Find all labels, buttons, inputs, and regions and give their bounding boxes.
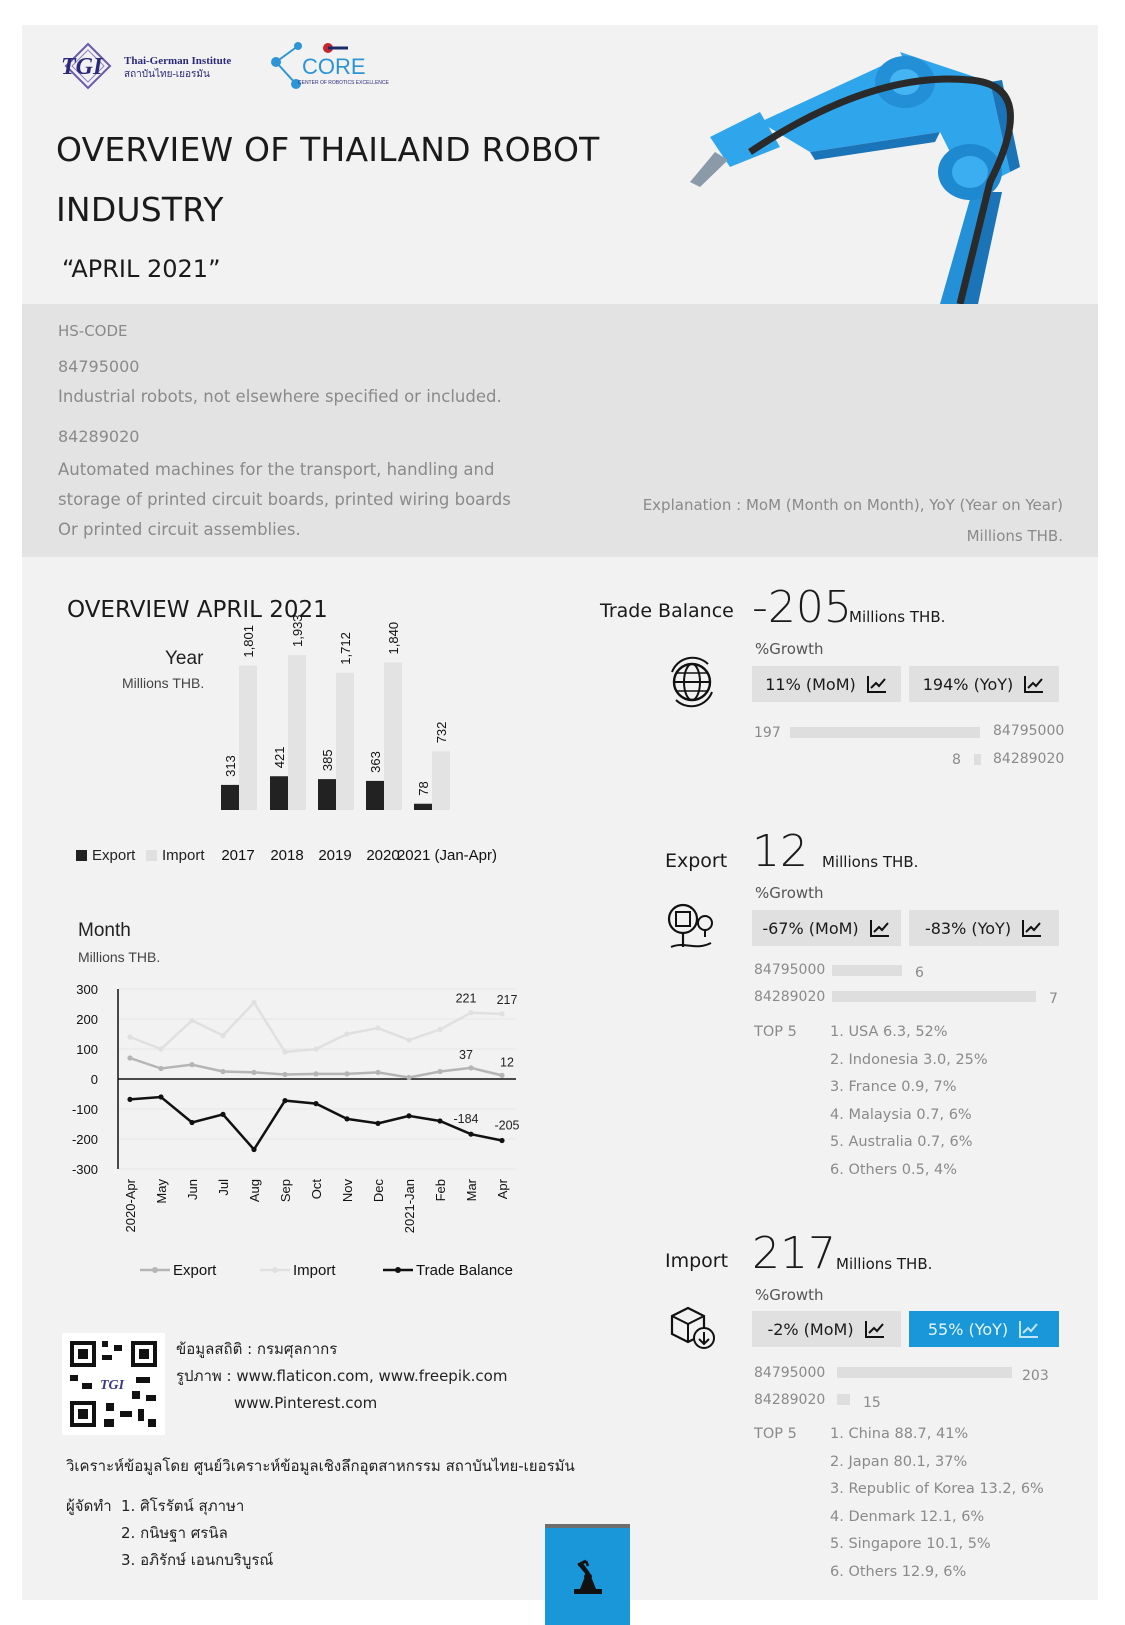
trade-balance-value: -205 xyxy=(752,582,852,633)
point-trade-balance xyxy=(158,1094,163,1099)
point-import xyxy=(468,1010,473,1015)
data-label: 12 xyxy=(500,1055,514,1070)
point-trade-balance xyxy=(251,1147,256,1152)
point-export xyxy=(189,1062,194,1067)
report-date: “APRIL 2021” xyxy=(62,255,221,283)
point-import xyxy=(189,1018,194,1023)
tb-bar1-value: 197 xyxy=(754,725,781,741)
bar-category-2019: 2019 xyxy=(318,847,352,864)
credits-block xyxy=(176,1336,507,1417)
point-import xyxy=(344,1031,349,1036)
legend-marker xyxy=(152,1267,158,1273)
line-chart-title: Month xyxy=(78,920,131,941)
point-trade-balance xyxy=(437,1118,442,1123)
bar-export-2019 xyxy=(318,779,336,810)
import-yoy-pill xyxy=(909,1311,1059,1347)
legend-marker xyxy=(272,1267,278,1273)
credit-analysis: วิเคราะห์ข้อมูลโดย ศูนย์วิเคราะห์ข้อมูลเชิงลึกอุตสาหกรรม สถาบันไทย-เยอรมัน xyxy=(66,1457,575,1475)
export-label: Export xyxy=(665,850,728,872)
trade-balance-growth-label: %Growth xyxy=(755,640,824,658)
export-top5-list xyxy=(830,1019,988,1184)
export-yoy: -83% (YoY) xyxy=(924,918,1012,938)
bar-category-2020: 2020 xyxy=(366,847,400,864)
point-import xyxy=(313,1046,318,1051)
point-export xyxy=(127,1055,132,1060)
legend-label: Export xyxy=(173,1262,217,1279)
list-item: 2. Indonesia 3.0, 25% xyxy=(830,1051,988,1068)
hs-code-2: 84289020 xyxy=(58,427,140,446)
hs-code-label: HS-CODE xyxy=(58,322,128,340)
bar-category-2017: 2017 xyxy=(221,847,255,864)
bar-import-2018 xyxy=(288,655,306,810)
data-label: -184 xyxy=(453,1112,479,1127)
bar-import-2021 (Jan-Apr) xyxy=(432,751,450,810)
credit-images-1: รูปภาพ : www.flaticon.com, www.freepik.com xyxy=(176,1367,508,1385)
tb-bar1-code: 84795000 xyxy=(993,723,1065,739)
point-export xyxy=(344,1071,349,1076)
core-logo-text: CORE xyxy=(302,54,366,79)
bar-chart-title: Year xyxy=(165,648,204,669)
x-tick-label: 2021-Jan xyxy=(402,1179,417,1234)
export-yoy-pill xyxy=(909,910,1059,946)
bar-label-export-2021 (Jan-Apr): 78 xyxy=(416,781,431,796)
point-trade-balance xyxy=(499,1138,504,1143)
point-export xyxy=(220,1069,225,1074)
tgi-name-th: สถาบันไทย-เยอรมัน xyxy=(124,69,210,80)
export-bar2-code: 84289020 xyxy=(754,989,826,1005)
bar-label-import-2020: 1,840 xyxy=(386,621,401,655)
export-bar2-value: 7 xyxy=(1049,991,1058,1007)
qr-code[interactable] xyxy=(62,1333,165,1435)
list-item: 6. Others 0.5, 4% xyxy=(830,1161,958,1178)
y-tick-label: 0 xyxy=(90,1072,98,1087)
data-label: 37 xyxy=(459,1047,473,1062)
import-unit: Millions THB. xyxy=(836,1255,933,1273)
point-export xyxy=(437,1069,442,1074)
explanation-text: Explanation : MoM (Month on Month), YoY (Year on Year) xyxy=(642,496,1063,514)
point-export xyxy=(375,1070,380,1075)
point-export xyxy=(499,1073,504,1078)
import-bar1 xyxy=(837,1367,1012,1378)
tb-bar1 xyxy=(790,727,980,738)
trade-balance-label: Trade Balance xyxy=(600,600,734,622)
legend-export-swatch xyxy=(76,850,87,861)
bar-label-import-2018: 1,933 xyxy=(290,614,305,647)
bar-label-export-2018: 421 xyxy=(272,746,287,769)
trade-balance-mom-pill xyxy=(752,666,901,702)
box-download-icon xyxy=(668,1302,718,1356)
credit-source: ข้อมูลสถิติ : กรมศุลกากร xyxy=(176,1340,338,1358)
export-mom-pill xyxy=(752,910,901,946)
point-import xyxy=(406,1037,411,1042)
list-item: 3. อภิรักษ์ เอนกบริบูรณ์ xyxy=(121,1551,274,1569)
list-item: 5. Singapore 10.1, 5% xyxy=(830,1536,991,1552)
x-tick-label: Feb xyxy=(433,1179,448,1202)
import-label: Import xyxy=(665,1250,729,1272)
bar-label-export-2017: 313 xyxy=(223,755,238,777)
bar-label-import-2019: 1,712 xyxy=(338,632,353,665)
point-trade-balance xyxy=(313,1101,318,1106)
trend-chart-icon xyxy=(869,918,891,938)
legend-import-label: Import xyxy=(162,847,205,864)
import-mom: -2% (MoM) xyxy=(767,1319,854,1339)
point-trade-balance xyxy=(220,1112,225,1117)
robot-arm-icon xyxy=(568,1557,608,1597)
bar-export-2017 xyxy=(221,785,239,810)
monthly-line-chart xyxy=(60,912,560,1286)
tgi-name: Thai-German Institute xyxy=(124,55,232,67)
import-bar1-code: 84795000 xyxy=(754,1365,826,1381)
bar-import-2019 xyxy=(336,673,354,810)
trade-balance-yoy-pill xyxy=(909,666,1059,702)
x-tick-label: Nov xyxy=(340,1179,355,1203)
trend-chart-icon xyxy=(866,674,888,694)
import-top5-list xyxy=(830,1421,1044,1586)
export-mom: -67% (MoM) xyxy=(762,918,859,938)
y-tick-label: -100 xyxy=(71,1102,98,1117)
explanation-note xyxy=(643,490,1063,552)
point-export xyxy=(251,1070,256,1075)
y-tick-label: 200 xyxy=(76,1012,98,1027)
x-tick-label: Mar xyxy=(464,1179,479,1202)
legend-label: Trade Balance xyxy=(416,1262,514,1279)
trend-chart-icon xyxy=(1018,1319,1040,1339)
core-logo xyxy=(268,40,398,96)
list-item: 5. Australia 0.7, 6% xyxy=(830,1134,973,1150)
import-top5-label: TOP 5 xyxy=(754,1426,797,1442)
x-tick-label: 2020-Apr xyxy=(123,1179,138,1233)
import-bar1-value: 203 xyxy=(1022,1368,1049,1384)
x-tick-label: Dec xyxy=(371,1179,386,1203)
data-label: 217 xyxy=(496,992,518,1007)
legend-label: Import xyxy=(293,1262,336,1279)
tgi-logo-text: TGI xyxy=(61,54,103,80)
map-pin-package-icon xyxy=(665,903,717,957)
x-tick-label: Jul xyxy=(216,1179,231,1196)
list-item: 3. Republic of Korea 13.2, 6% xyxy=(830,1481,1044,1497)
list-item: 6. Others 12.9, 6% xyxy=(830,1563,967,1580)
yearly-bar-chart xyxy=(60,614,560,884)
point-export xyxy=(313,1071,318,1076)
point-import xyxy=(127,1034,132,1039)
x-tick-label: Apr xyxy=(495,1179,510,1200)
credit-producers-label: ผู้จัดทำ xyxy=(66,1497,112,1515)
credit-images-2: www.Pinterest.com xyxy=(234,1394,378,1412)
export-bar1 xyxy=(832,965,902,976)
y-tick-label: -200 xyxy=(71,1132,98,1147)
point-export xyxy=(282,1072,287,1077)
robot-arm-illustration xyxy=(690,42,1070,310)
point-export xyxy=(158,1066,163,1071)
list-item: 1. ศิโรรัตน์ สุภาษา xyxy=(121,1497,245,1515)
bar-label-import-2021 (Jan-Apr): 732 xyxy=(434,721,449,744)
bar-import-2017 xyxy=(239,666,257,810)
list-item: 2. กนิษฐา ศรนิล xyxy=(121,1524,228,1542)
export-value: 12 xyxy=(752,826,808,877)
point-import xyxy=(282,1049,287,1054)
series-line-import xyxy=(130,1003,502,1053)
point-trade-balance xyxy=(375,1121,380,1126)
bar-import-2020 xyxy=(384,662,402,810)
bar-chart-ylabel: Millions THB. xyxy=(122,675,205,691)
robot-badge xyxy=(545,1528,630,1625)
hs-code-1: 84795000 xyxy=(58,357,140,376)
import-value: 217 xyxy=(752,1228,836,1279)
y-tick-label: 100 xyxy=(76,1042,98,1057)
tgi-logo xyxy=(58,40,258,96)
overview-title: OVERVIEW APRIL 2021 xyxy=(67,597,328,623)
list-item: 1. USA 6.3, 52% xyxy=(830,1024,948,1040)
legend-marker xyxy=(395,1267,401,1273)
bar-category-2018: 2018 xyxy=(270,847,304,864)
point-import xyxy=(499,1011,504,1016)
list-item: 4. Denmark 12.1, 6% xyxy=(830,1508,985,1525)
x-tick-label: May xyxy=(154,1179,169,1204)
trend-chart-icon xyxy=(1023,674,1045,694)
unit-note: Millions THB. xyxy=(966,527,1063,545)
export-bar1-code: 84795000 xyxy=(754,962,826,978)
bar-label-export-2019: 385 xyxy=(320,749,335,772)
trend-chart-icon xyxy=(1021,918,1043,938)
globe-icon xyxy=(668,658,716,710)
import-bar2-value: 15 xyxy=(863,1395,881,1411)
point-import xyxy=(375,1025,380,1030)
point-trade-balance xyxy=(406,1113,411,1118)
trade-balance-unit: Millions THB. xyxy=(849,608,946,626)
import-growth-label: %Growth xyxy=(755,1286,824,1304)
bar-category-2021 (Jan-Apr): 2021 (Jan-Apr) xyxy=(396,847,498,864)
list-item: 1. China 88.7, 41% xyxy=(830,1426,969,1442)
point-trade-balance xyxy=(127,1097,132,1102)
import-bar2-code: 84289020 xyxy=(754,1392,826,1408)
export-unit: Millions THB. xyxy=(822,853,919,871)
bar-label-import-2017: 1,801 xyxy=(241,625,256,658)
list-item: 3. France 0.9, 7% xyxy=(830,1079,957,1095)
hs-desc-1: Industrial robots, not elsewhere specified or included. xyxy=(58,387,502,406)
export-top5-label: TOP 5 xyxy=(754,1024,797,1040)
import-bar2 xyxy=(837,1394,850,1405)
trade-balance-yoy: 194% (YoY) xyxy=(922,674,1014,694)
point-trade-balance xyxy=(189,1120,194,1125)
bar-export-2021 (Jan-Apr) xyxy=(414,804,432,810)
point-trade-balance xyxy=(344,1116,349,1121)
y-tick-label: 300 xyxy=(76,982,98,997)
point-export xyxy=(406,1075,411,1080)
point-trade-balance xyxy=(282,1098,287,1103)
list-item: 4. Malaysia 0.7, 6% xyxy=(830,1106,972,1123)
x-tick-label: Oct xyxy=(309,1179,324,1200)
bar-export-2018 xyxy=(270,776,288,810)
export-growth-label: %Growth xyxy=(755,884,824,902)
y-tick-label: -300 xyxy=(71,1162,98,1177)
bar-export-2020 xyxy=(366,781,384,810)
point-trade-balance xyxy=(468,1132,473,1137)
point-import xyxy=(251,1000,256,1005)
credit-producers-list xyxy=(121,1493,273,1574)
page-title: OVERVIEW OF THAILAND ROBOT INDUSTRY xyxy=(56,130,600,229)
legend-export-label: Export xyxy=(92,847,136,864)
x-tick-label: Sep xyxy=(278,1179,293,1203)
trend-chart-icon xyxy=(864,1319,886,1339)
bar-label-export-2020: 363 xyxy=(368,751,383,773)
point-export xyxy=(468,1065,473,1070)
tb-bar2-value: 8 xyxy=(952,752,961,768)
export-bar2 xyxy=(832,991,1036,1002)
data-label: 221 xyxy=(455,991,477,1006)
line-chart-ylabel: Millions THB. xyxy=(78,949,161,965)
tb-bar2-code: 84289020 xyxy=(993,751,1065,767)
x-tick-label: Jun xyxy=(185,1179,200,1200)
list-item: 2. Japan 80.1, 37% xyxy=(830,1453,968,1470)
export-bar1-value: 6 xyxy=(915,965,924,981)
import-mom-pill xyxy=(752,1311,901,1347)
tb-bar2 xyxy=(974,754,981,765)
import-yoy: 55% (YoY) xyxy=(927,1319,1009,1339)
legend-import-swatch xyxy=(146,850,157,861)
core-logo-sub: CENTER OF ROBOTICS EXCELLENCE xyxy=(298,80,389,86)
point-import xyxy=(158,1046,163,1051)
x-tick-label: Aug xyxy=(247,1179,262,1203)
trade-balance-mom: 11% (MoM) xyxy=(765,674,856,694)
data-label: -205 xyxy=(494,1118,520,1133)
hs-desc-2: Automated machines for the transport, handling and storage of printed circuit boards, printed wiring boards Or printed circuit assemblies. xyxy=(58,460,511,539)
point-import xyxy=(437,1027,442,1032)
point-import xyxy=(220,1033,225,1038)
svg-text:TGI: TGI xyxy=(100,1378,125,1393)
